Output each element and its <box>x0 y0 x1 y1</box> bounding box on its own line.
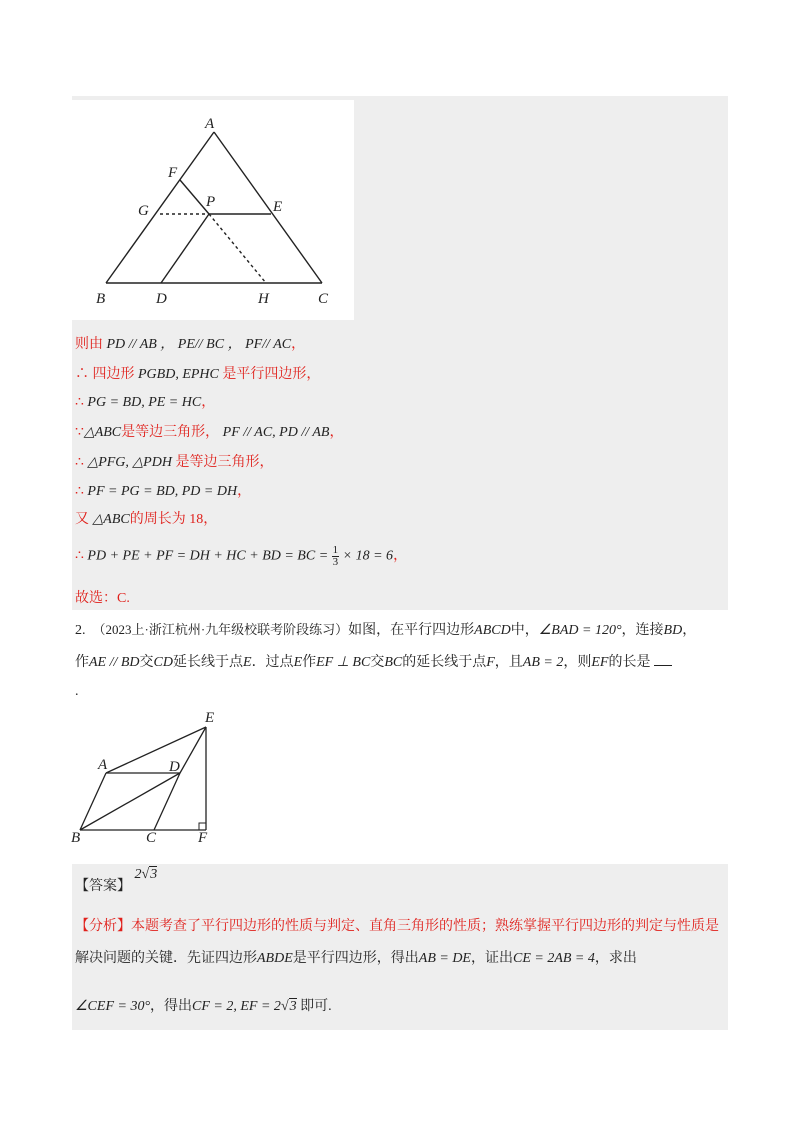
question-2-line-3: . <box>75 684 79 699</box>
question-2-line-1: 2. （2023上·浙江杭州·九年级校联考阶段练习）如图，在平行四边形ABCD中，∠BAD = 120°，连接BD， <box>75 622 697 638</box>
label-g: G <box>138 203 149 219</box>
segment-fp <box>180 180 209 214</box>
analysis-line-1: 【分析】本题考查了平行四边形的性质与判定、直角三角形的性质；熟练掌握平行四边形的判定与性质是 <box>75 919 719 934</box>
label-h: H <box>258 291 269 307</box>
label-d: D <box>169 759 180 775</box>
segment-ab <box>80 773 106 830</box>
segment-bd <box>80 773 180 830</box>
segment-de <box>180 727 206 773</box>
segment-dc <box>154 773 180 830</box>
fraction-one-third: $\frac{1}{3}$ <box>332 544 339 568</box>
solution-line-5: ∴ △PFG, △PDH 是等边三角形， <box>75 455 274 470</box>
label-p: P <box>206 194 216 210</box>
segment-pd <box>161 214 209 283</box>
segment-ae <box>106 727 206 773</box>
solution-line-7: 又 △ABC的周长为 18， <box>75 512 218 527</box>
label-f: F <box>168 165 178 181</box>
segment-ph-dashed <box>209 214 266 283</box>
question-2-line-2: 作AE // BD交CD延长线于点E．过点E作EF ⊥ BC交BC的延长线于点F，且AB = 2，则EF的长是 <box>75 653 672 672</box>
solution-line-8: ∴ PD + PE + PF = DH + HC + BD = BC = $\frac{1}{3}$ × 18 = 6， <box>75 544 408 568</box>
analysis-line-2: 解决问题的关键．先证四边形ABDE是平行四边形，得出AB = DE，证出CE = 2AB = 4，求出 <box>75 951 637 966</box>
label-e: E <box>273 199 283 215</box>
label-b: B <box>96 291 106 307</box>
label-d: D <box>156 291 167 307</box>
solution-line-1: 则由 PD // AB ， PE// BC ， PF// AC， <box>75 337 306 352</box>
label-b: B <box>71 830 81 846</box>
side-ac <box>214 132 322 283</box>
answer-blank <box>654 653 672 666</box>
solution-line-4: ∵△ABC是等边三角形， PF // AC, PD // AB， <box>75 425 344 440</box>
label-a: A <box>98 757 108 773</box>
label-a: A <box>205 116 215 132</box>
label-f: F <box>198 830 208 846</box>
label-c: C <box>318 291 329 307</box>
label-e: E <box>205 710 215 726</box>
parallelogram-figure <box>68 708 228 848</box>
solution-line-6: ∴ PF = PG = BD, PD = DH， <box>75 484 252 499</box>
side-ab <box>106 132 214 283</box>
solution-choice: 故选：C. <box>75 591 130 606</box>
solution-line-2: ∴ 四边形 PGBD, EPHC 是平行四边形， <box>75 367 321 382</box>
triangle-figure <box>72 100 354 320</box>
analysis-line-3: ∠CEF = 30°，得出CF = 2, EF = 2√3 即可. <box>75 999 332 1014</box>
right-angle-mark <box>199 823 206 830</box>
answer-line: 【答案】 2√3 <box>75 867 158 894</box>
label-c: C <box>146 830 157 846</box>
solution-line-3: ∴ PG = BD, PE = HC， <box>75 395 216 410</box>
